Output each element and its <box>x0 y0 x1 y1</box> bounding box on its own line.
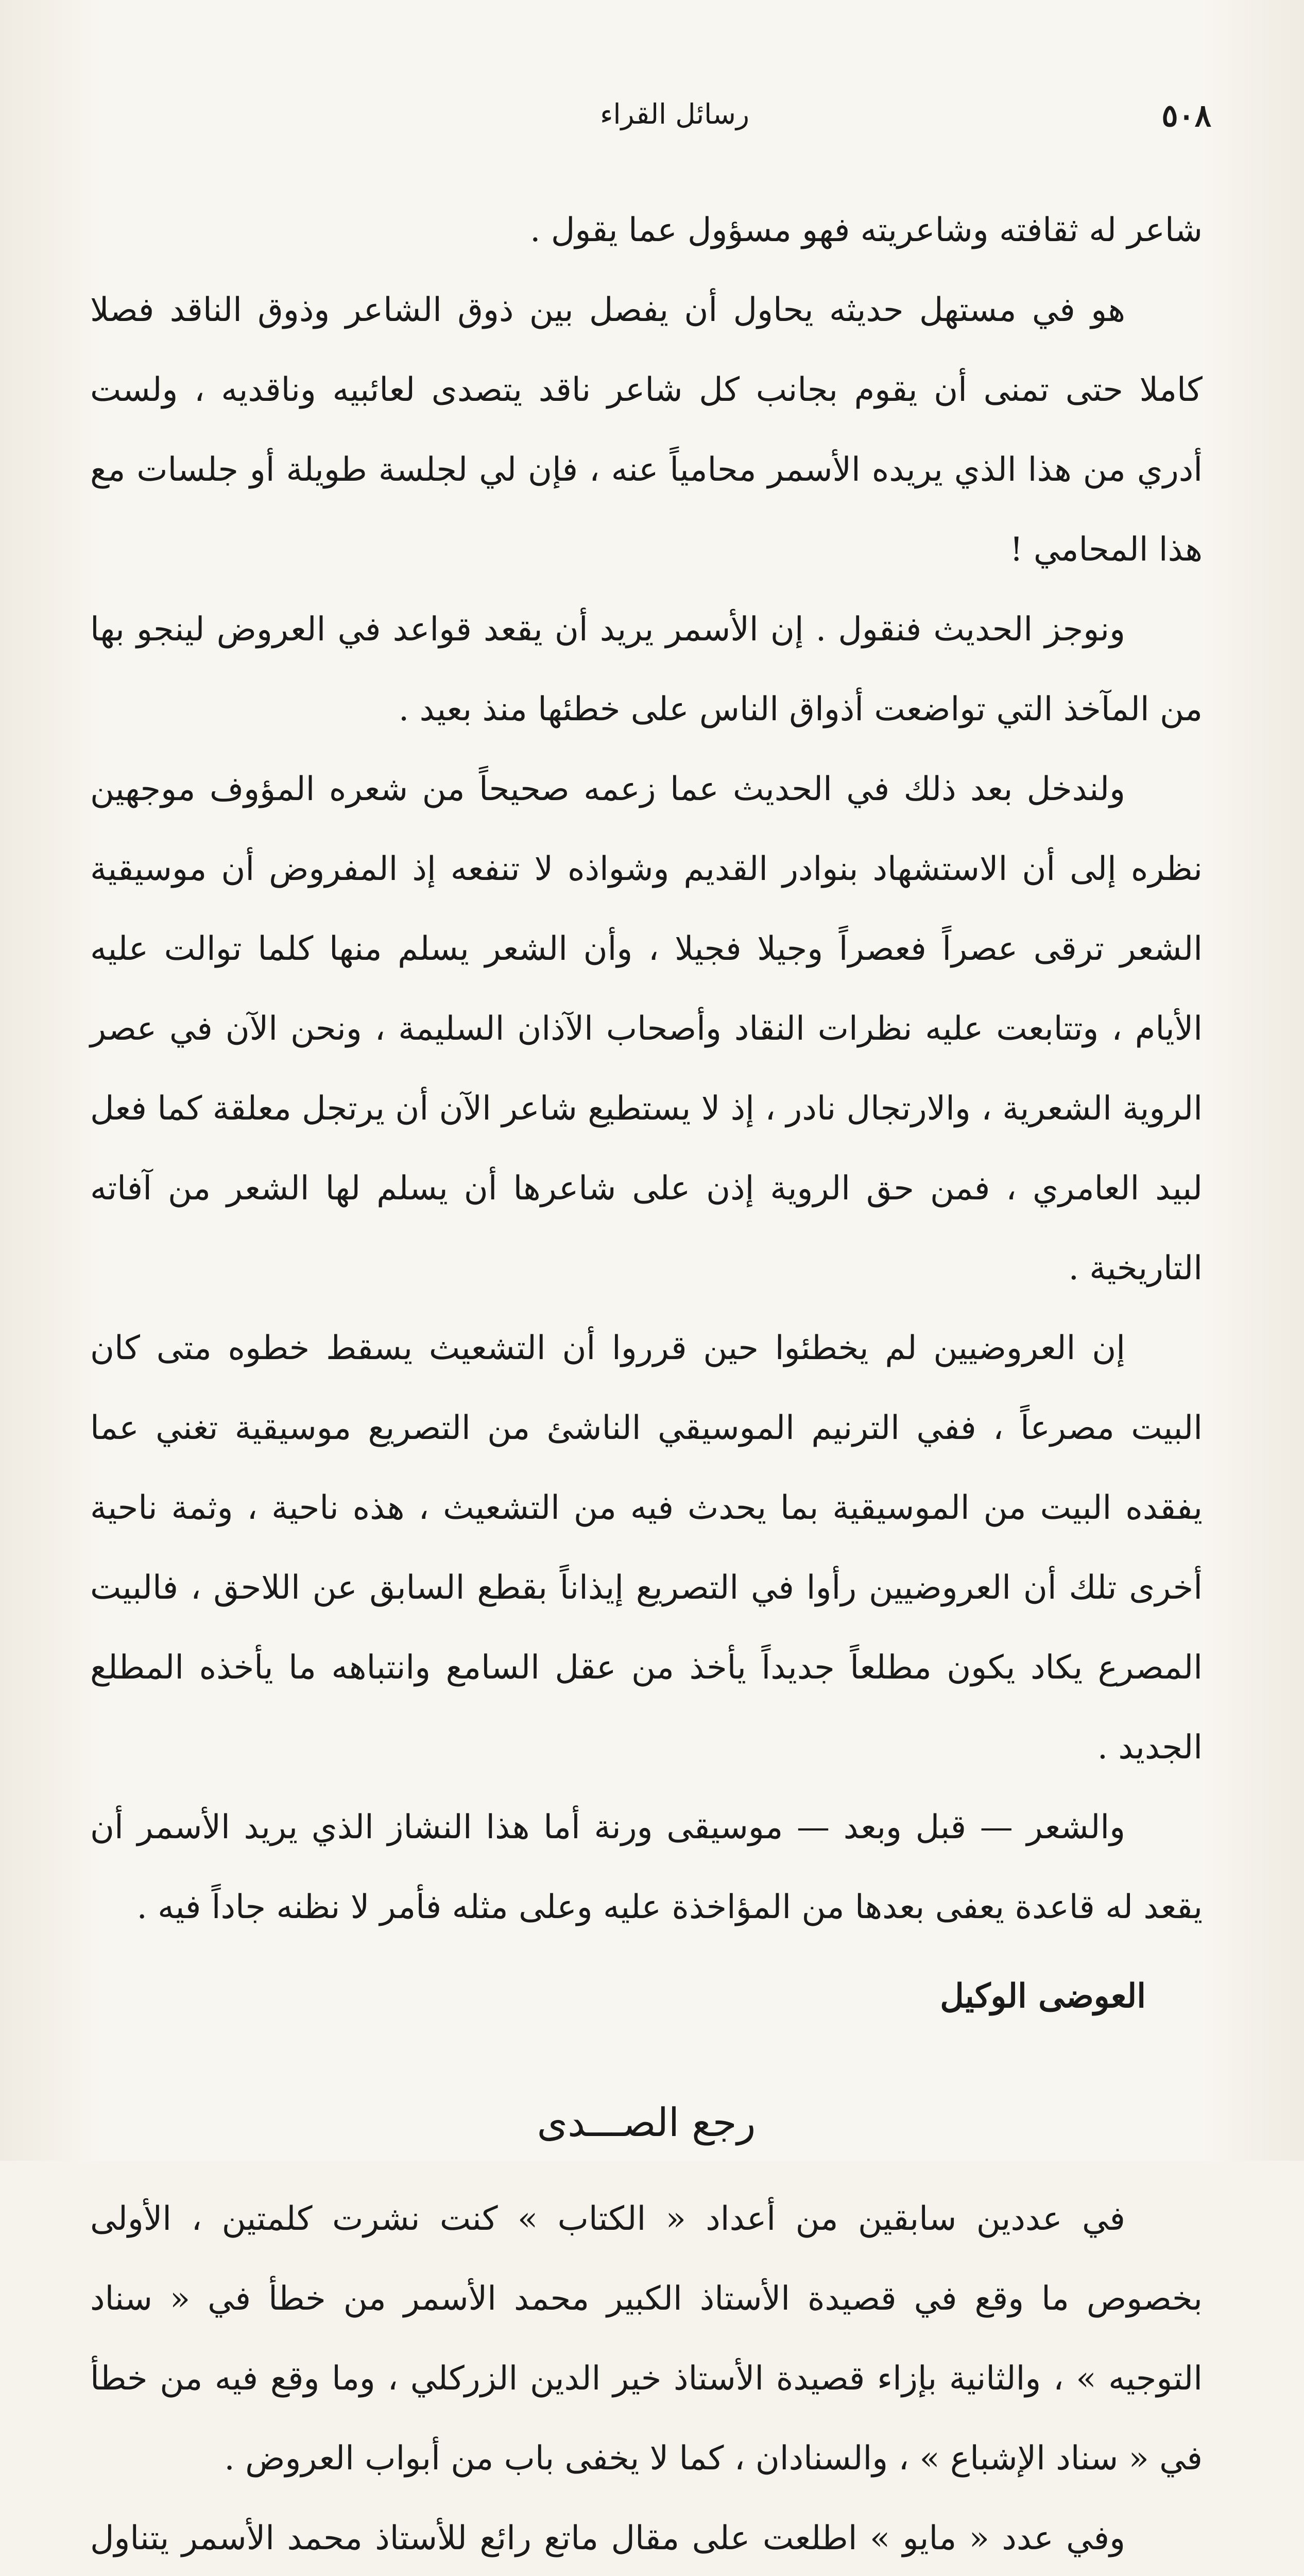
paragraph: هو في مستهل حديثه يحاول أن يفصل بين ذوق الشاعر وذوق الناقد فصلا كاملا حتى تمنى أن يقوم بجانب كل شاعر ناقد يتصدى لعائبيه وناقديه ، ولست أدري من هذا الذي يريده الأسمر محامياً عنه ، فإن لي لجلسة طويلة أو جلسات مع هذا المحامي ! <box>90 291 1203 569</box>
section-title: رجع الصـــدى <box>537 2099 756 2145</box>
paragraph: إن العروضيين لم يخطئوا حين قرروا أن التشعيث يسقط خطوه متى كان البيت مصرعاً ، ففي الترنيم الموسيقي الناشئ من التصريع موسيقية تغني عما يفقده البيت من الموسيقية بما يحدث فيه من التشعيث ، هذه ناحية ، وثمة ناحية أخرى تلك أن العروضيين رأوا في التصريع إيذاناً بقطع السابق عن اللاحق ، فالبيت المصرع يكاد يكون مطلعاً جديداً يأخذ من عقل السامع وانتباهه ما يأخذه المطلع الجديد . <box>90 1329 1203 1767</box>
paragraph: في عددين سابقين من أعداد « الكتاب » كنت نشرت كلمتين ، الأولى بخصوص ما وقع في قصيدة الأستاذ الكبير محمد الأسمر من خطأ في « سناد التوجيه » ، والثانية بإزاء قصيدة الأستاذ خير الدين الزركلي ، وما وقع فيه من خطأ في « سناد الإشباع » ، والسنادان ، كما لا يخفى باب من أبواب العروض . <box>90 2200 1203 2478</box>
page-number: ٥٠٨ <box>1161 98 1211 134</box>
author-signature: العوضى الوكيل <box>940 1977 1146 2015</box>
running-title: رسائل القراء <box>600 98 749 130</box>
paragraph: وفي عدد « مايو » اطلعت على مقال ماتع رائع للأستاذ محمد الأسمر يتناول <box>90 2519 1126 2557</box>
paragraph: ونوجز الحديث فنقول . إن الأسمر يريد أن يقعد قواعد في العروض لينجو بها من المآخذ التي تواضعت أذواق الناس على خطئها منذ بعيد . <box>90 611 1203 728</box>
page-header <box>0 98 1304 149</box>
paragraph: والشعر — قبل وبعد — موسيقى ورنة أما هذا النشاز الذي يريد الأسمر أن يقعد له قاعدة يعفى بعدها من المؤاخذة عليه وعلى مثله فأمر لا نظنه جاداً فيه . <box>90 1808 1203 1926</box>
paragraph: ولندخل بعد ذلك في الحديث عما زعمه صحيحاً من شعره المؤوف موجهين نظره إلى أن الاستشهاد بنوادر القديم وشواذه لا تنفعه إذ المفروض أن موسيقية الشعر ترقى عصراً فعصراً وجيلا فجيلا ، وأن الشعر يسلم منها كلما توالت عليه الأيام ، وتتابعت عليه نظرات النقاد وأصحاب الآذان السليمة ، ونحن الآن في عصر الروية الشعرية ، والارتجال نادر ، إذ لا يستطيع شاعر الآن أن يرتجل معلقة كما فعل لبيد العامري ، فمن حق الروية إذن على شاعرها أن يسلم لها الشعر من آفاته التاريخية . <box>90 770 1203 1287</box>
paragraph-continued: شاعر له ثقافته وشاعريته فهو مسؤول عما يقول . <box>530 211 1203 249</box>
article-body <box>90 191 1203 2576</box>
